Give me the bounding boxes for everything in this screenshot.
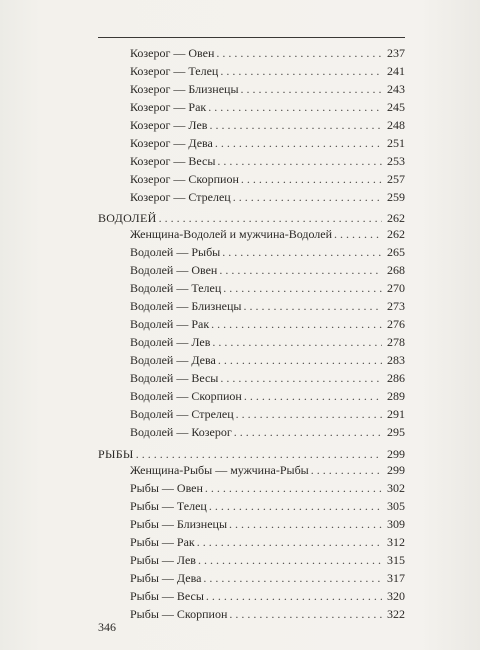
- toc-entry: [98, 515, 405, 533]
- toc-entry-page: 322: [387, 607, 405, 621]
- toc-entry-title: ВОДОЛЕЙ: [98, 211, 157, 225]
- dot-leader: [233, 188, 382, 206]
- toc-entry-page: 243: [387, 82, 405, 96]
- toc-entry-title: Рыбы — Весы: [130, 589, 204, 603]
- toc-entry-title: Рыбы — Лев: [130, 553, 196, 567]
- toc-entry: [98, 569, 405, 587]
- toc-entry-title: Рыбы — Овен: [130, 481, 203, 495]
- toc-entry: [98, 152, 405, 170]
- page-number: 346: [98, 620, 116, 634]
- toc-entry-page: 273: [387, 299, 405, 313]
- toc-entry-title: Козерог — Дева: [130, 136, 213, 150]
- toc-entry-title: Рыбы — Дева: [130, 571, 202, 585]
- toc-entry-title: Водолей — Козерог: [130, 425, 232, 439]
- toc-entry-title: Рыбы — Скорпион: [130, 607, 228, 621]
- toc-entry: [98, 44, 405, 62]
- toc-entry: [98, 387, 405, 405]
- dot-leader: [219, 261, 382, 279]
- toc-entry-title: Козерог — Стрелец: [130, 190, 231, 204]
- toc-entry-title: Рыбы — Близнецы: [130, 517, 228, 531]
- toc-entry-page: 295: [387, 425, 405, 439]
- toc-entry-page: 299: [387, 463, 405, 477]
- toc-entry-page: 259: [387, 190, 405, 204]
- toc-entry-page: 276: [387, 317, 405, 331]
- toc-entry-title: Водолей — Лев: [130, 335, 211, 349]
- toc-entry-page: 262: [387, 227, 405, 241]
- dot-leader: [205, 479, 382, 497]
- dot-leader: [229, 515, 382, 533]
- toc-entry-page: 317: [387, 571, 405, 585]
- toc-entry-title: Водолей — Дева: [130, 353, 216, 367]
- toc-entry: [98, 188, 405, 206]
- toc-entry-title: Рыбы — Телец: [130, 499, 207, 513]
- toc-entry-page: 278: [387, 335, 405, 349]
- toc-entry: [98, 497, 405, 515]
- dot-leader: [220, 62, 382, 80]
- toc-entry: [98, 551, 405, 569]
- dot-leader: [197, 533, 382, 551]
- dot-leader: [218, 351, 382, 369]
- toc-entry-title: РЫБЫ: [98, 447, 134, 461]
- dot-leader: [222, 243, 382, 261]
- toc-entry-title: Козерог — Рак: [130, 100, 207, 114]
- toc-entry-title: Водолей — Рыбы: [130, 245, 221, 259]
- toc-entry: [98, 80, 405, 98]
- dot-leader: [223, 279, 382, 297]
- toc-entry: [98, 461, 405, 479]
- dot-leader: [206, 587, 382, 605]
- dot-leader: [216, 44, 382, 62]
- toc-entry-page: 253: [387, 154, 405, 168]
- toc-entry-page: 305: [387, 499, 405, 513]
- toc-entry: [98, 116, 405, 134]
- toc-entry: [98, 279, 405, 297]
- toc-entry-page: 315: [387, 553, 405, 567]
- toc-entry-title: Водолей — Скорпион: [130, 389, 242, 403]
- toc-entry: [98, 225, 405, 243]
- toc-entry: [98, 98, 405, 116]
- toc-entry-title: Водолей — Телец: [130, 281, 222, 295]
- toc-entry-title: Козерог — Скорпион: [130, 172, 239, 186]
- dot-leader: [212, 333, 382, 351]
- dot-leader: [211, 315, 382, 333]
- toc-entry-page: 286: [387, 371, 405, 385]
- toc-entry-title: Козерог — Овен: [130, 46, 215, 60]
- toc-entry-page: 289: [387, 389, 405, 403]
- dot-leader: [209, 497, 382, 515]
- toc-entry-title: Водолей — Рак: [130, 317, 210, 331]
- dot-leader: [209, 116, 382, 134]
- toc-entry: [98, 369, 405, 387]
- toc-entry: [98, 533, 405, 551]
- toc-entry-page: 291: [387, 407, 405, 421]
- dot-leader: [334, 225, 382, 243]
- toc-entry-page: 257: [387, 172, 405, 186]
- toc-entry: [98, 479, 405, 497]
- toc-entry-page: 245: [387, 100, 405, 114]
- toc-entry: [98, 405, 405, 423]
- toc-entry-title: Женщина-Водолей и мужчина-Водолей: [130, 227, 333, 241]
- dot-leader: [198, 551, 382, 569]
- toc-entry-page: 320: [387, 589, 405, 603]
- toc-entry: [98, 243, 405, 261]
- toc-entry-page: 302: [387, 481, 405, 495]
- toc-entry-title: Женщина-Рыбы — мужчина-Рыбы: [130, 463, 309, 477]
- toc-entry-title: Водолей — Овен: [130, 263, 218, 277]
- dot-leader: [217, 152, 382, 170]
- dot-leader: [215, 134, 382, 152]
- toc-entry-page: 268: [387, 263, 405, 277]
- dot-leader: [203, 569, 382, 587]
- toc-entry-title: Козерог — Лев: [130, 118, 208, 132]
- dot-leader: [234, 423, 382, 441]
- toc-entry: [98, 261, 405, 279]
- toc-entry: [98, 315, 405, 333]
- dot-leader: [220, 369, 382, 387]
- toc-entry-page: 265: [387, 245, 405, 259]
- toc-entry-title: Водолей — Близнецы: [130, 299, 242, 313]
- dot-leader: [311, 461, 382, 479]
- toc-entry-page: 251: [387, 136, 405, 150]
- dot-leader: [236, 405, 382, 423]
- toc-entry: [98, 423, 405, 441]
- toc-entry-page: 309: [387, 517, 405, 531]
- toc-entry-page: 312: [387, 535, 405, 549]
- toc-entry-title: Рыбы — Рак: [130, 535, 195, 549]
- toc-entry: [98, 170, 405, 188]
- top-rule: [98, 37, 405, 38]
- toc-entry-title: Козерог — Телец: [130, 64, 219, 78]
- dot-leader: [241, 80, 382, 98]
- toc-entry-page: 241: [387, 64, 405, 78]
- toc-entry-page: 283: [387, 353, 405, 367]
- dot-leader: [208, 98, 382, 116]
- toc-entry-title: Козерог — Близнецы: [130, 82, 239, 96]
- dot-leader: [244, 387, 382, 405]
- toc-entry-title: Водолей — Стрелец: [130, 407, 234, 421]
- toc-entry-page: 270: [387, 281, 405, 295]
- toc-entry: [98, 351, 405, 369]
- toc-entry: [98, 134, 405, 152]
- toc-entry-page: 248: [387, 118, 405, 132]
- dot-leader: [243, 297, 382, 315]
- toc-entry-page: 262: [387, 211, 405, 225]
- toc-entry: [98, 62, 405, 80]
- dot-leader: [229, 605, 382, 623]
- toc-entry: [98, 297, 405, 315]
- toc-entry: [98, 333, 405, 351]
- toc-entry: [98, 605, 405, 623]
- dot-leader: [241, 170, 382, 188]
- toc-entry-page: 237: [387, 46, 405, 60]
- toc-entry-page: 299: [387, 447, 405, 461]
- toc-entry-title: Водолей — Весы: [130, 371, 219, 385]
- toc-entry-title: Козерог — Весы: [130, 154, 216, 168]
- toc-entry: [98, 587, 405, 605]
